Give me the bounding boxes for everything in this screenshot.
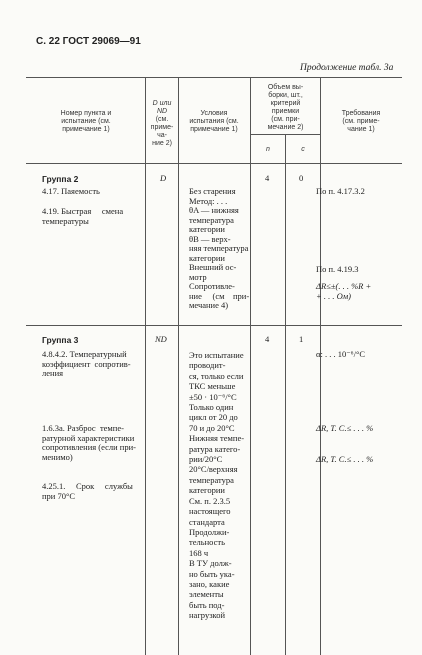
group-3-c: 1	[299, 334, 304, 344]
header-c: c	[301, 146, 305, 153]
group-2-req-2: По п. 4.19.3	[316, 264, 359, 274]
group-3-item-spread: 1.6.3а. Разброс темпе- ратурной характеристики сопротивления (если при- менимо)	[42, 423, 136, 462]
group-3-dnd: ND	[155, 334, 167, 344]
header-d-nd: D или ND (см. приме- ча- ние 2)	[150, 100, 174, 147]
group-2-req-1: По п. 4.17.3.2	[316, 186, 365, 196]
col-divider-3	[250, 77, 251, 655]
header-requirements: Требования (см. приме- чание 1)	[341, 110, 381, 133]
col-divider-1	[145, 77, 146, 655]
group-3-req-2: ΔR, T. C.≤ . . . %	[316, 423, 374, 433]
header-item-number: Номер пункта и испытание (см. примечание 1)	[60, 110, 112, 133]
continuation-label: Продолжение табл. 3а	[300, 63, 394, 73]
table-top-rule	[26, 77, 402, 78]
group-3-item-life: 4.25.1. Срок службы при 70°С	[42, 481, 133, 501]
group-3-req-3: ΔR, T. C.≤ . . . %	[316, 454, 374, 464]
page-header: С. 22 ГОСТ 29069—91	[36, 36, 141, 47]
group-3-n: 4	[265, 334, 270, 344]
group-2-item-solderability: 4.17. Паяемость	[42, 186, 100, 196]
header-conditions: Условия испытания (см. примечание 1)	[189, 110, 239, 133]
group-2-item-rapid-temp: 4.19. Быстрая смена температуры	[42, 206, 124, 226]
group-2-req-3: ΔR≤±(. . . %R + + . . . Ом)	[316, 281, 372, 301]
group-3-conditions: Это испытание проводит- ся, только если ТКС меньше ±50 · 10⁻⁶/°С Только один цикл от 20 до 70 и до 20°С Нижняя темпе- ратура катего- рии/20°С 20°С/верхняя температура категории См. п. 2.3.5 настоящего стандарта Продолжи- тельность 168 ч В ТУ долж- но быть ука- зано, какие элементы быть под- нагрузкой	[189, 350, 245, 621]
group-2-n: 4	[265, 173, 270, 183]
group-3-req-1: α: . . . 10⁻⁶/°С	[316, 349, 366, 359]
group-2-title: Группа 2	[42, 174, 79, 184]
group-2-conditions: Без старения Метод: . . . θA — нижняя температура категории θB — верх- няя температура категории Внешний ос- мотр Сопротивле- ние (см при- мечание 4)	[189, 186, 250, 310]
group-divider-rule	[26, 325, 402, 326]
col-divider-2	[178, 77, 179, 655]
group-3-title: Группа 3	[42, 335, 79, 345]
header-bottom-rule	[26, 163, 402, 164]
col-divider-4	[320, 77, 321, 655]
group-2-dnd: D	[160, 173, 167, 183]
header-sample-size: Объем вы- борки, шт., критерий приемки (см. при- мечание 2)	[267, 84, 304, 131]
header-n: n	[266, 146, 270, 153]
group-3-item-tcr: 4.8.4.2. Температурный коэффициент сопротив- ления	[42, 349, 131, 379]
col-divider-nc	[285, 134, 286, 655]
group-2-c: 0	[299, 173, 304, 183]
